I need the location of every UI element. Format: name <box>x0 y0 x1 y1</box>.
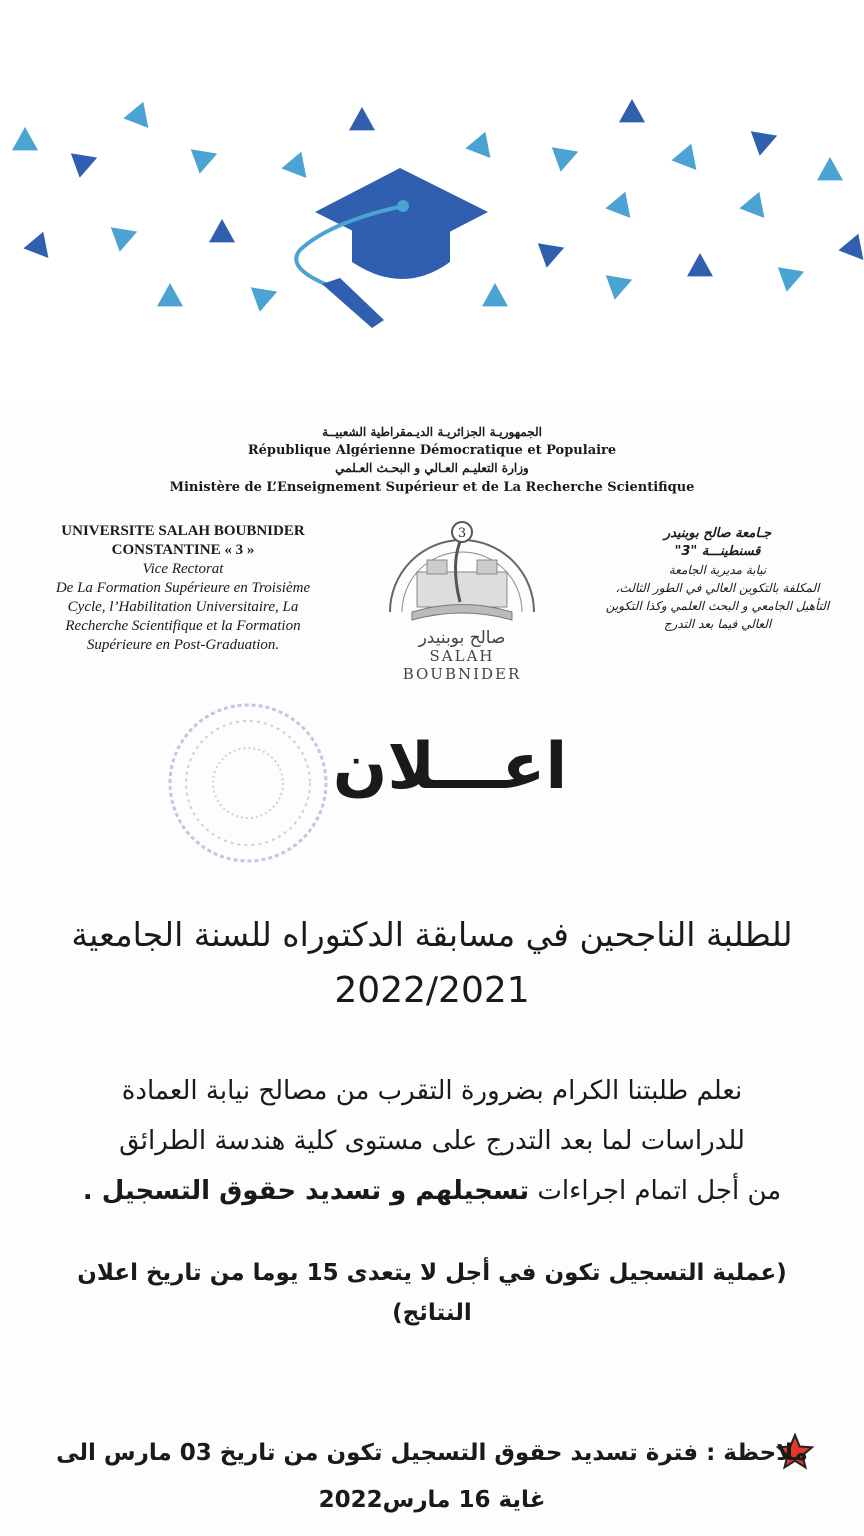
paragraph-line <box>0 1176 864 1206</box>
banner <box>0 0 864 400</box>
confetti-triangle <box>817 157 843 180</box>
confetti-triangle <box>12 127 38 150</box>
office-line-ar: المكلفة بالتكوين العالي في الطور الثالث، <box>615 581 820 595</box>
header-republic-ar: الجمهوريـة الجزائريـة الديـمقراطية الشعبيــة <box>322 425 542 439</box>
office-line: Recherche Scientifique et la Formation <box>65 618 301 634</box>
logo-caption-ar: صالح بوبنيدر <box>418 628 506 648</box>
confetti-triangle <box>778 267 804 292</box>
confetti-triangle <box>751 131 777 156</box>
confetti-triangle <box>482 283 508 306</box>
remark-line: غاية 16 مارس2022 <box>318 1487 546 1513</box>
announcement-document <box>0 400 864 1536</box>
confetti-triangle <box>552 147 578 172</box>
remark-line: ملاحظة : فترة تسديد حقوق التسجيل تكون من تاريخ 03 مارس الى <box>56 1440 808 1466</box>
logo-number: 3 <box>457 526 467 541</box>
paragraph-text: من أجل اتمام اجراءات <box>537 1176 782 1206</box>
university-name: UNIVERSITE SALAH BOUBNIDER <box>61 523 305 539</box>
vice-rectorat: Vice Rectorat <box>142 561 224 577</box>
university-block-fr <box>18 522 348 655</box>
office-line: Cycle, l’Habilitation Universitaire, La <box>67 599 299 615</box>
university-name-ar: جـامعة صالح بوبنيدر <box>663 526 772 541</box>
confetti-triangle <box>538 243 564 267</box>
confetti-triangle <box>671 144 696 170</box>
paragraph-emphasis: تسجيلهم و تسديد حقوق التسجيل . <box>82 1176 530 1206</box>
confetti-triangle <box>23 232 48 258</box>
confetti-triangle <box>281 152 306 178</box>
graduation-cap-icon <box>296 168 488 328</box>
deadline-note: النتائج) <box>392 1300 472 1326</box>
confetti-triangles <box>0 0 864 400</box>
office-line: De La Formation Supérieure en Troisième <box>55 580 311 596</box>
confetti-triangle <box>838 234 863 260</box>
office-line-ar: التأهيل الجامعي و البحث العلمي وكذا التكوين <box>605 599 830 613</box>
office-line-ar: العالي فيما بعد التدرج <box>663 617 772 631</box>
confetti-triangle <box>349 107 375 130</box>
university-block-ar <box>590 525 845 633</box>
announcement-title: اعـــلان <box>332 730 568 804</box>
office-line-ar: نيابة مديرية الجامعة <box>668 563 767 577</box>
paragraph-line: للدراسات لما بعد التدرج على مستوى كلية هندسة الطرائق <box>119 1126 745 1156</box>
office-line: Supérieure en Post-Graduation. <box>86 637 280 653</box>
header-ministry-ar: وزارة التعليـم العـالي و البحـث العـلمي <box>335 461 529 475</box>
confetti-triangle <box>251 287 277 312</box>
logo-caption-fr: SALAH BOUBNIDER <box>402 647 522 683</box>
header-ministry-fr: Ministère de L’Enseignement Supérieur et de La Recherche Scientifique <box>169 480 695 495</box>
confetti-triangle <box>123 102 148 128</box>
confetti-triangle <box>606 275 632 300</box>
paragraph-line: نعلم طلبتنا الكرام بضرورة التقرب من مصالح نيابة العمادة <box>121 1076 743 1106</box>
header-republic-fr: République Algérienne Démocratique et Populaire <box>247 443 617 458</box>
deadline-note: (عملية التسجيل تكون في أجل لا يتعدى 15 يوما من تاريخ اعلان <box>77 1260 787 1286</box>
academic-year: 2022/2021 <box>334 970 530 1011</box>
confetti-triangle <box>739 192 764 218</box>
university-city: CONSTANTINE « 3 » <box>111 542 255 558</box>
announcement-subtitle: للطلبة الناجحين في مسابقة الدكتوراه للسنة الجامعية <box>71 915 793 954</box>
confetti-triangle <box>111 227 137 252</box>
confetti-triangle <box>209 219 235 242</box>
confetti-triangle <box>157 283 183 306</box>
confetti-triangle <box>71 153 97 178</box>
confetti-triangle <box>687 253 713 276</box>
confetti-triangle <box>619 99 645 122</box>
confetti-triangle <box>191 149 217 174</box>
confetti-triangle <box>605 192 630 218</box>
confetti-triangle <box>465 132 490 158</box>
university-city-ar: قسنطينـــة "3" <box>674 544 761 559</box>
